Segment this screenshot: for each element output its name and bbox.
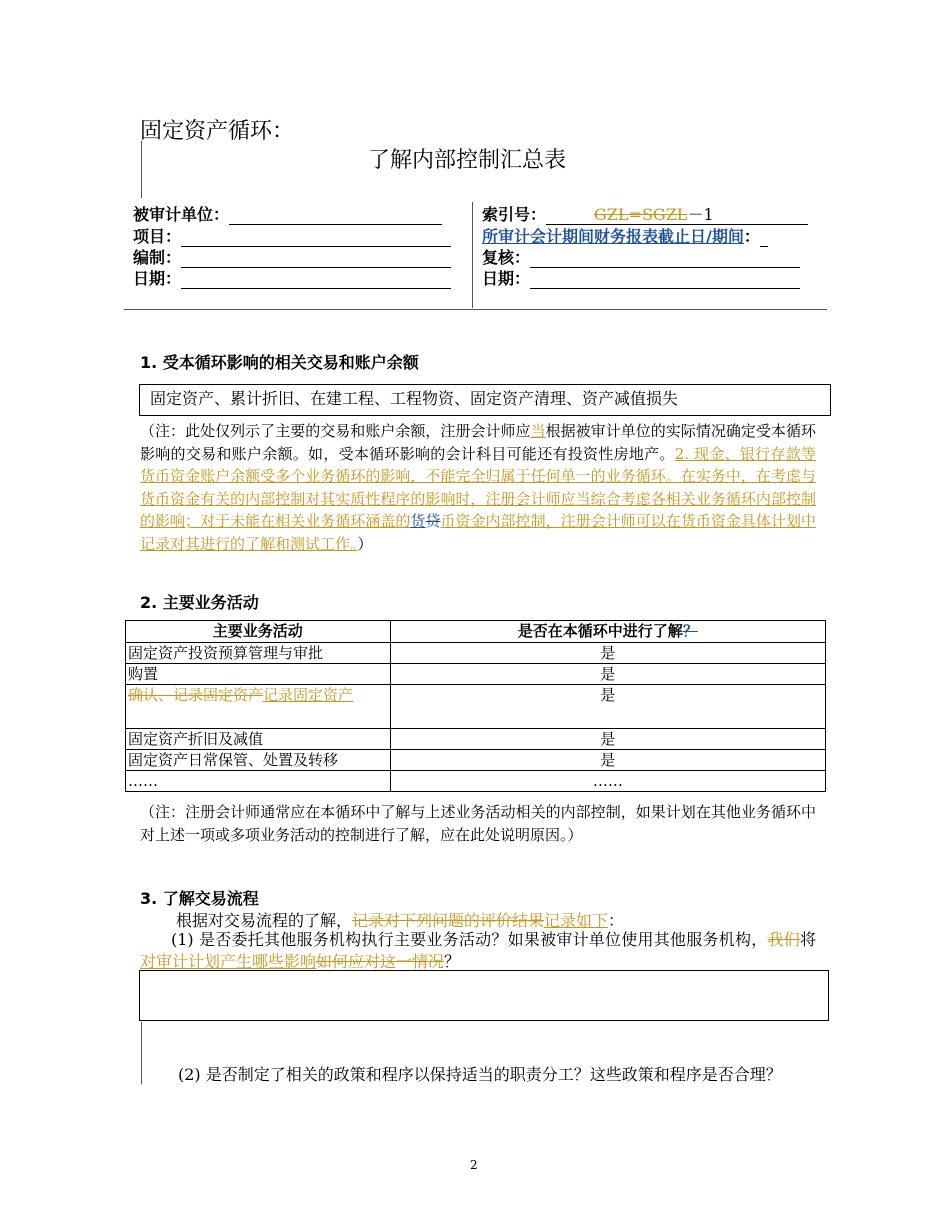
note-insert: 币资金内部控制，注册会计师可以在货币资金具体计划中记录对其进行的了解和测试工作。 <box>140 512 816 553</box>
header-divider <box>472 202 473 308</box>
section1-title: 1. 受本循环影响的相关交易和账户余额 <box>140 353 419 372</box>
value-cell[interactable]: 是 <box>390 750 825 771</box>
table-row <box>126 750 826 771</box>
field-project[interactable] <box>133 225 451 247</box>
activity-inserted: 记录固定资产 <box>263 686 354 704</box>
field-period[interactable] <box>482 225 768 247</box>
period-colon: ： <box>743 227 760 246</box>
q1-inserted: 对审计计划产生哪些影响 <box>140 952 317 971</box>
q1-text: 将 <box>799 930 816 949</box>
period-inserted: 财务报表截止日/期间 <box>594 227 744 246</box>
section3-intro <box>176 908 624 931</box>
section2-title: 2. 主要业务活动 <box>140 593 259 612</box>
value-cell[interactable]: …… <box>390 771 825 792</box>
field-audited-unit[interactable] <box>133 203 442 225</box>
note-text: 根据被审计单位的实际情况确定受本循环影响的交易和账户余额。如，受本循环影响的会计科目可能还有投资性房地产。 <box>140 422 816 463</box>
field-label: 项目： <box>133 227 182 246</box>
question-2: (2) 是否制定了相关的政策和程序以保持适当的职责分工？这些政策和程序是否合理？ <box>178 1065 782 1084</box>
index-deleted: GZL=SGZL <box>594 205 688 224</box>
activity-cell: 固定资产投资预算管理与审批 <box>126 643 391 664</box>
section3-title: 3. 了解交易流程 <box>140 889 259 908</box>
note-text: （注：此处仅列示了主要的交易和账户余额，注册会计师应 <box>140 422 531 440</box>
accounts-text: 固定资产、累计折旧、在建工程、工程物资、固定资产清理、资产减值损失 <box>150 389 679 408</box>
field-label: 复核： <box>482 248 531 267</box>
q1-text: (1) 是否委托其他服务机构执行主要业务活动？如果被审计单位使用其他服务机构， <box>171 930 768 949</box>
field-prepared[interactable] <box>133 246 451 268</box>
field-label: 索引号： <box>482 205 547 224</box>
field-date-left[interactable] <box>133 267 451 289</box>
q1-deleted: 我们 <box>767 930 800 949</box>
activity-deleted: 确认、记录固定资产 <box>128 686 264 704</box>
field-review[interactable] <box>482 246 800 268</box>
field-line[interactable] <box>181 272 451 289</box>
activity-cell: 购置 <box>126 664 391 685</box>
intro-text: 根据对交易流程的了解， <box>176 911 353 930</box>
field-line[interactable] <box>530 272 800 289</box>
note-deleted: 贷 <box>425 512 441 530</box>
col-header-activity: 主要业务活动 <box>126 621 391 643</box>
col-header-text: 是否在本循环中进行了解 <box>517 622 683 640</box>
field-index[interactable] <box>482 203 808 225</box>
col-header-understood <box>390 621 825 643</box>
value-cell[interactable]: 是 <box>390 664 825 685</box>
value-cell[interactable]: 是 <box>390 729 825 750</box>
intro-deleted: 记录对下列问题的评价结果 <box>352 911 545 930</box>
table-row <box>126 685 826 729</box>
index-value[interactable] <box>546 205 808 225</box>
table-row <box>126 729 826 750</box>
header-bottom-rule <box>124 309 827 310</box>
q1-deleted: 如何应对这一情况 <box>316 952 445 971</box>
page-number: 2 <box>470 1158 478 1172</box>
header-left-border <box>141 141 142 198</box>
field-line[interactable] <box>530 251 800 268</box>
activity-cell <box>126 685 391 729</box>
note-insert: 货 <box>410 512 426 530</box>
field-date-right[interactable] <box>482 267 800 289</box>
field-label: 日期： <box>482 269 531 288</box>
activity-cell: 固定资产折旧及减值 <box>126 729 391 750</box>
value-cell[interactable]: 是 <box>390 685 825 729</box>
activities-table <box>125 620 826 792</box>
field-label: 编制： <box>133 248 182 267</box>
table-row <box>126 664 826 685</box>
intro-colon: ： <box>608 911 625 930</box>
cycle-title: 固定资产循环： <box>140 119 295 144</box>
note-insert: 当 <box>530 422 546 440</box>
field-label: 被审计单位： <box>133 205 230 224</box>
col-header-deleted: ？ <box>682 622 698 640</box>
question-1 <box>140 929 816 973</box>
table-header-row <box>126 621 826 643</box>
activity-cell: 固定资产日常保管、处置及转移 <box>126 750 391 771</box>
period-deleted: 所审计会计期间 <box>482 227 595 246</box>
field-label: 日期： <box>133 269 182 288</box>
value-cell[interactable]: 是 <box>390 643 825 664</box>
q1-end: ？ <box>444 952 461 971</box>
field-line[interactable] <box>181 230 451 247</box>
activity-cell: …… <box>126 771 391 792</box>
table-row <box>126 643 826 664</box>
table-row <box>126 771 826 792</box>
answer-box-1[interactable] <box>139 970 829 1021</box>
accounts-box <box>139 384 831 416</box>
field-line[interactable] <box>760 230 768 247</box>
index-suffix: －1 <box>687 205 714 224</box>
note-insert: 2. 现金、银行存款等货币资金账户余额受多个业务循环的影响，不能完全归属于任何单一的业务循环。在实务中，在考虑与货币资金有关的内部控制对其实质性程序的影响时，注册会计师应当综合考虑各相关业务循环内部控制的影响；对于未能在相关业务循环涵盖的 <box>140 444 816 530</box>
form-title: 了解内部控制汇总表 <box>368 148 567 173</box>
intro-inserted: 记录如下 <box>544 911 609 930</box>
field-line[interactable] <box>229 208 442 225</box>
section1-note <box>140 420 816 555</box>
note-text: ） <box>357 534 373 553</box>
section2-note: （注：注册会计师通常应在本循环中了解与上述业务活动相关的内部控制，如果计划在其他业务循环中对上述一项或多项业务活动的控制进行了解，应在此处说明原因。） <box>140 803 816 844</box>
field-line[interactable] <box>181 251 451 268</box>
